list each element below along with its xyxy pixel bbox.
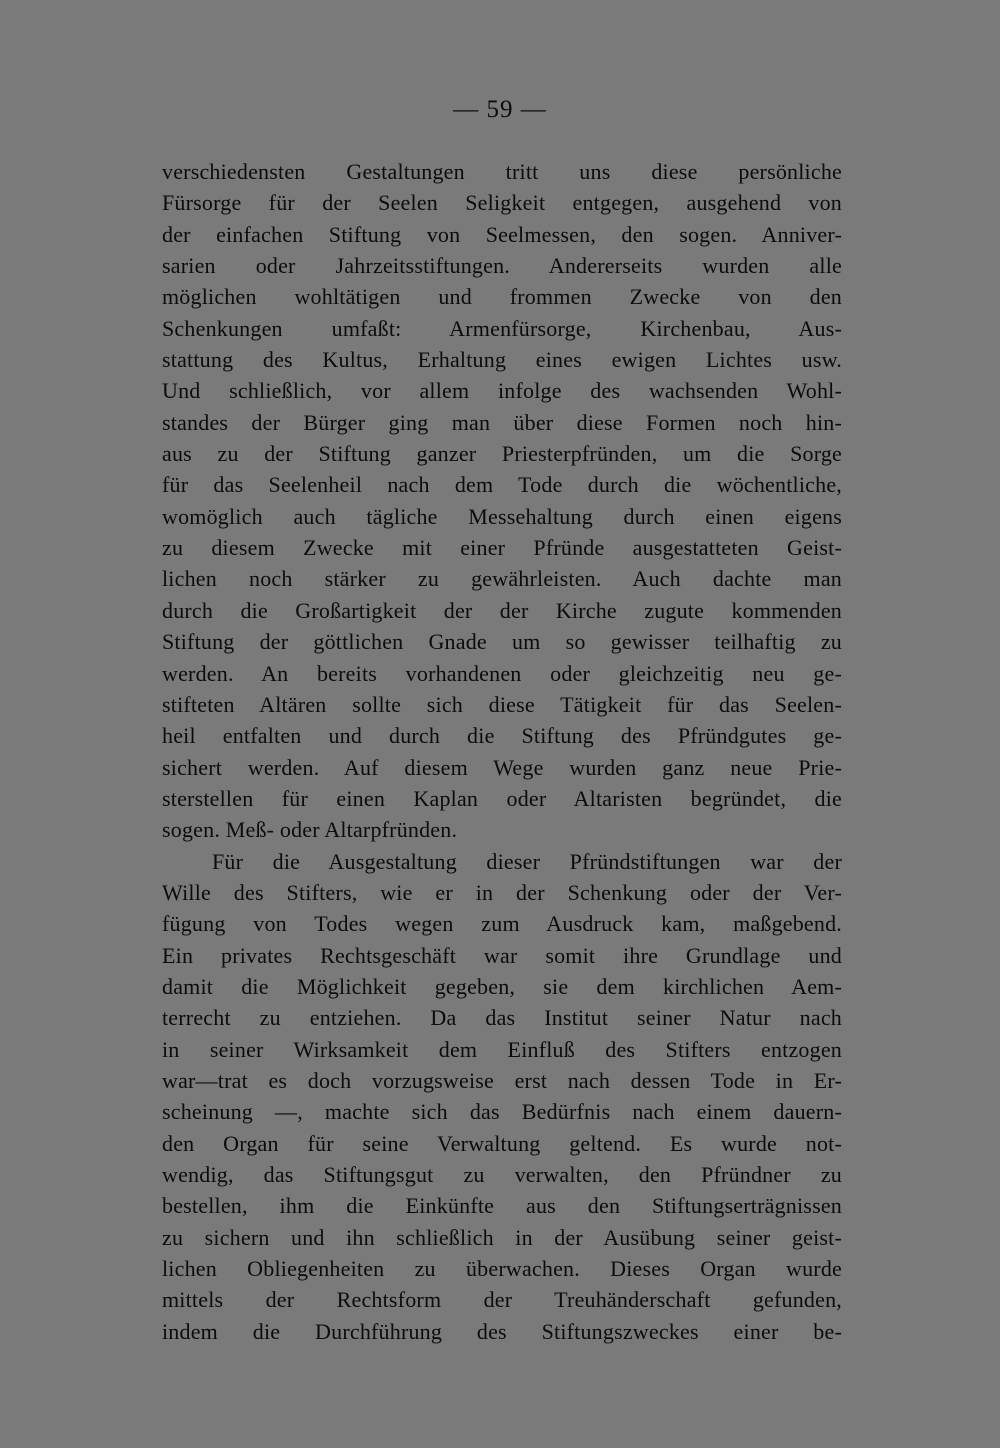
text-line: sogen. Meß- oder Altarpfründen. [162,817,458,843]
text-line: für das Seelenheil nach dem Tode durch die wöchentliche, [162,472,842,498]
text-line: damit die Möglichkeit gegeben, sie dem kirchlichen Aem- [162,973,842,999]
text-line: zu diesem Zwecke mit einer Pfründe ausgestatteten Geist- [162,535,842,561]
text-line: Ein privates Rechtsgeschäft war somit ihre Grundlage und [162,942,842,968]
text-line: Fürsorge für der Seelen Seligkeit entgegen, ausgehend von [162,190,842,216]
text-line: Stiftung der göttlichen Gnade um so gewisser teilhaftig zu [162,629,842,655]
text-line: aus zu der Stiftung ganzer Priesterpfründen, um die Sorge [162,441,842,467]
text-line: den Organ für seine Verwaltung geltend. Es wurde not- [162,1130,842,1156]
text-line: fügung von Todes wegen zum Ausdruck kam, maßgebend. [162,911,842,937]
text-line: bestellen, ihm die Einkünfte aus den Stiftungserträgnissen [162,1193,842,1219]
text-line: war—trat es doch vorzugsweise erst nach dessen Tode in Er- [162,1067,842,1093]
text-line: scheinung —, machte sich das Bedürfnis nach einem dauern- [162,1099,842,1125]
text-line: werden. An bereits vorhandenen oder gleichzeitig neu ge- [162,660,842,686]
text-line: der einfachen Stiftung von Seelmessen, den sogen. Anniver- [162,221,842,247]
text-line: sarien oder Jahrzeitsstiftungen. Andererseits wurden alle [162,253,842,279]
text-line: terrecht zu entziehen. Da das Institut seiner Natur nach [162,1005,842,1031]
text-line: möglichen wohltätigen und frommen Zwecke von den [162,284,842,310]
text-line: sterstellen für einen Kaplan oder Altaristen begründet, die [162,785,842,811]
text-line: standes der Bürger ging man über diese Formen noch hin- [162,409,842,435]
text-line: indem die Durchführung des Stiftungszweckes einer be- [162,1318,842,1344]
body-text [162,156,842,1347]
text-line: in seiner Wirksamkeit dem Einfluß des Stifters entzogen [162,1036,842,1062]
text-line: stifteten Altären sollte sich diese Tätigkeit für das Seelen- [162,691,842,717]
text-line: sichert werden. Auf diesem Wege wurden ganz neue Prie- [162,754,842,780]
text-line: Wille des Stifters, wie er in der Schenkung oder der Ver- [162,879,842,905]
text-line: lichen noch stärker zu gewährleisten. Auch dachte man [162,566,842,592]
text-line: Für die Ausgestaltung dieser Pfründstiftungen war der [212,848,842,874]
text-line: Und schließlich, vor allem infolge des wachsenden Wohl- [162,378,842,404]
text-line: womöglich auch tägliche Messehaltung durch einen eigens [162,503,842,529]
text-line: durch die Großartigkeit der der Kirche zugute kommenden [162,597,842,623]
text-line: lichen Obliegenheiten zu überwachen. Dieses Organ wurde [162,1256,842,1282]
text-line: zu sichern und ihn schließlich in der Ausübung seiner geist- [162,1224,842,1250]
text-line: verschiedensten Gestaltungen tritt uns diese persönliche [162,159,842,184]
text-line: wendig, das Stiftungsgut zu verwalten, den Pfründner zu [162,1162,842,1187]
text-line: heil entfalten und durch die Stiftung des Pfründgutes ge- [162,723,842,749]
page-number: — 59 — [453,96,547,123]
text-line: stattung des Kultus, Erhaltung eines ewigen Lichtes usw. [162,347,842,373]
text-line: mittels der Rechtsform der Treuhänderschaft gefunden, [162,1287,842,1313]
text-line: Schenkungen umfaßt: Armenfürsorge, Kirchenbau, Aus- [162,315,842,341]
